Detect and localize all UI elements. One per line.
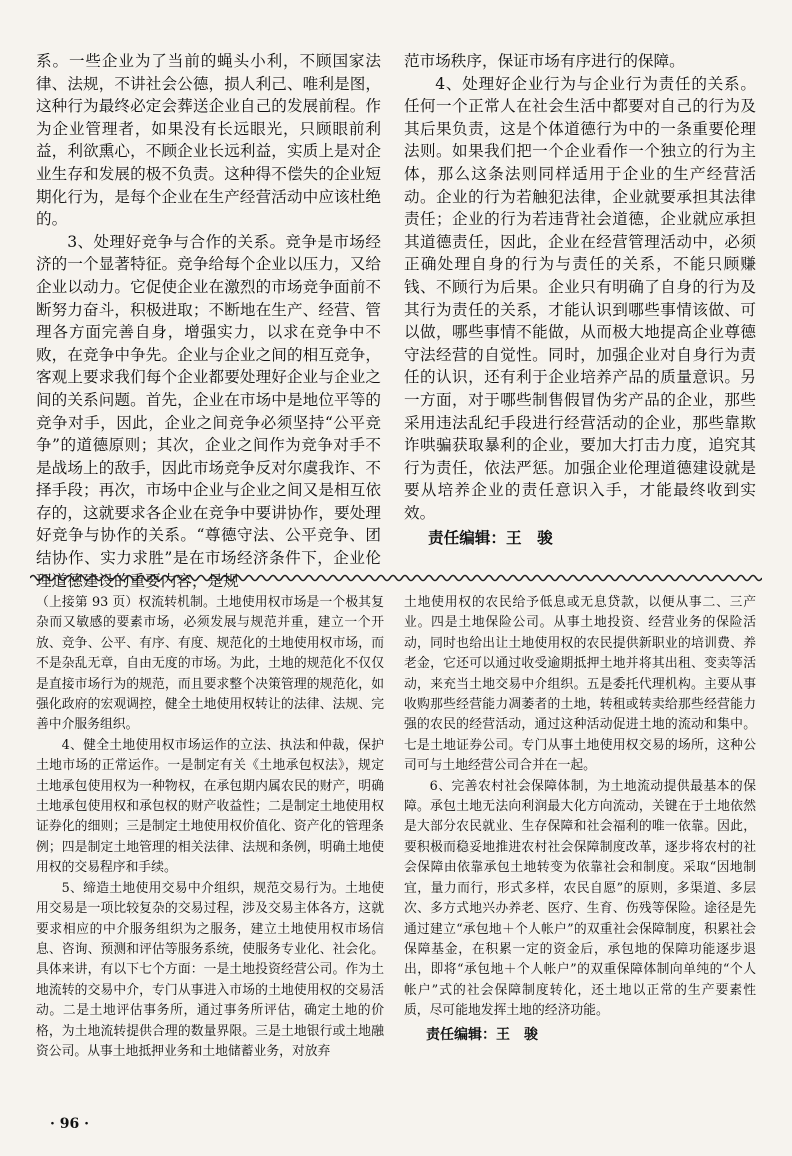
top-right-column xyxy=(404,50,756,550)
paragraph: （上接第 93 页）权流转机制。土地使用权市场是一个极其复杂而又敏感的要素市场，必须发展与规范并重，建立一个开放、竞争、公平、有序、有度、规范化的土地使用权市场，而不是杂乱无章，自由无度的市场。为此，土地的规范化不仅仅是直接市场行为的规范，而且要求整个决策管理的规范化，如强化政府的宏观调控，健全土地使用权转让的法律、法规、完善中介服务组织。 xyxy=(36,595,384,733)
paragraph: 5、缔造土地使用交易中介组织，规范交易行为。土地使用交易是一项比较复杂的交易过程，涉及交易主体各方，这就要求相应的中介服务组织为之服务，建立土地使用权市场信息、咨询、预测和评估等服务系统，使服务专业化、社会化。具体来讲，有以下七个方面：一是土地投资经营公司。作为土地流转的交易中介，专门从事进入市场的土地使用权的交易活动。二是土地评估事务所，通过事务所评估，确定土地的价格，为土地流转提供合理的数量界限。三是土地银行或土地融资公司。从事土地抵押业务和土地储蓄业务，对放弃 xyxy=(36,880,384,1059)
paragraph: 4、健全土地使用权市场运作的立法、执法和仲裁，保护土地市场的正常运作。一是制定有关《土地承包权法》，规定土地承包使用权为一种物权，在承包期内属农民的财产，明确土地承包使用权和承包权的财产收益性；二是制定土地使用权证券化的细则；三是制定土地使用权价值化、资产化的管理条例；四是制定土地管理的相关法律、法规和条例，明确土地使用权的交易程序和手续。 xyxy=(36,737,384,876)
paragraph: 土地使用权的农民给予低息或无息贷款，以便从事二、三产业。四是土地保险公司。从事土地投资、经营业务的保险活动，同时也给出让土地使用权的农民提供新职业的培训费、养老金，它还可以通过收受逾期抵押土地并将其出租、变卖等活动，来充当土地交易中介组织。五是委托代理机构。主要从事收购那些经营能力凋萎者的土地，转租或转卖给那些经营能力强的农民的经营活动，通过这种活动促进土地的流动和集中。七是土地证券公司。专门从事土地使用权交易的场所，这种公司可与土地经营公司合并在一起。 xyxy=(404,595,756,774)
top-left-column xyxy=(36,50,381,592)
wavy-divider xyxy=(30,572,762,584)
bottom-left-column xyxy=(36,593,384,1062)
paragraph: 系。一些企业为了当前的蝇头小利，不顾国家法律、法规，不讲社会公德，损人利己、唯利是图，这种行为最终必定会葬送企业自己的发展前程。作为企业管理者，如果没有长远眼光，只顾眼前利益，利欲熏心，不顾企业长远利益，实质上是对企业生存和发展的极不负责。这种得不偿失的企业短期化行为，是每个企业在生产经营活动中应该杜绝的。 xyxy=(36,52,381,229)
bottom-right-column xyxy=(404,593,756,1045)
paragraph: 4、处理好企业行为与企业行为责任的关系。任何一个正常人在社会生活中都要对自己的行为及其后果负责，这是个体道德行为中的一条重要伦理法则。如果我们把一个企业看作一个独立的行为主体，那么这条法则同样适用于企业的生产经营活动。企业的行为若触犯法律，企业就要承担其法律责任；企业的行为若违背社会道德，企业就应承担其道德责任，因此，企业在经营管理活动中，必须正确处理自身的行为与责任的关系，不能只顾赚钱、不顾行为后果。企业只有明确了自身的行为及其行为责任的关系，才能认识到哪些事情该做、可以做，哪些事情不能做，从而极大地提高企业尊德守法经营的自觉性。同时，加强企业对自身行为责任的认识，还有利于企业培养产品的质量意识。另一方面，对于哪些制售假冒伪劣产品的企业，那些采用违法乱纪手段进行经营活动的企业，那些靠欺诈哄骗获取暴利的企业，要加大打击力度，追究其行为责任，依法严惩。加强企业伦理道德建设就是要从培养企业的责任意识入手，才能最终收到实效。 xyxy=(404,74,756,522)
paragraph: 范市场秩序，保证市场有序进行的保障。 xyxy=(404,52,685,70)
editor-credit: 责任编辑：王 骏 xyxy=(428,528,553,548)
paragraph: 6、完善农村社会保障体制，为土地流动提供最基本的保障。承包土地无法向利润最大化方向流动，关键在于土地依然是大部分农民就业、生存保障和社会福利的唯一依靠。因此，要积极而稳妥地推进农村社会保障制度改革，逐步将农村的社会保障由依靠承包土地转变为依靠社会和制度。采取“因地制宜，量力而行，形式多样，农民自愿”的原则，多渠道、多层次、多方式地兴办养老、医疗、生育、伤残等保险。途径是先通过建立“承包地＋个人帐户”的双重社会保障制度，积累社会保障基金，在积累一定的资金后，承包地的保障功能逐步退出，即将“承包地＋个人帐户”的双重保障体制向单纯的“个人帐户”式的社会保障制度转化，还土地以正常的生产要素性质，尽可能地发挥土地的经济功能。 xyxy=(404,778,756,1019)
page-number: · 96 · xyxy=(50,1116,89,1132)
editor-credit: 责任编辑：王 骏 xyxy=(426,1026,538,1043)
paragraph: 3、处理好竞争与合作的关系。竞争是市场经济的一个显著特征。竞争给每个企业以压力，又给企业以动力。它促使企业在激烈的市场竞争面前不断努力奋斗，积极进取；不断地在生产、经营、管理各方面完善自身，增强实力，以求在竞争中不败，在竞争中争先。企业与企业之间的相互竞争，客观上要求我们每个企业都要处理好企业与企业之间的关系问题。首先，企业在市场中是地位平等的竞争对手，因此，企业之间竞争必须坚持“公平竞争”的道德原则；其次，企业之间作为竞争对手不是战场上的敌手，因此市场竞争反对尔虞我诈、不择手段；再次，市场中企业与企业之间又是相互依存的，这就要求各企业在竞争中要讲协作，要处理好竞争与协作的关系。“尊德守法、公平竞争、团结协作、实力求胜”是在市场经济条件下，企业伦理道德建设的重要内容，是规 xyxy=(36,232,381,590)
